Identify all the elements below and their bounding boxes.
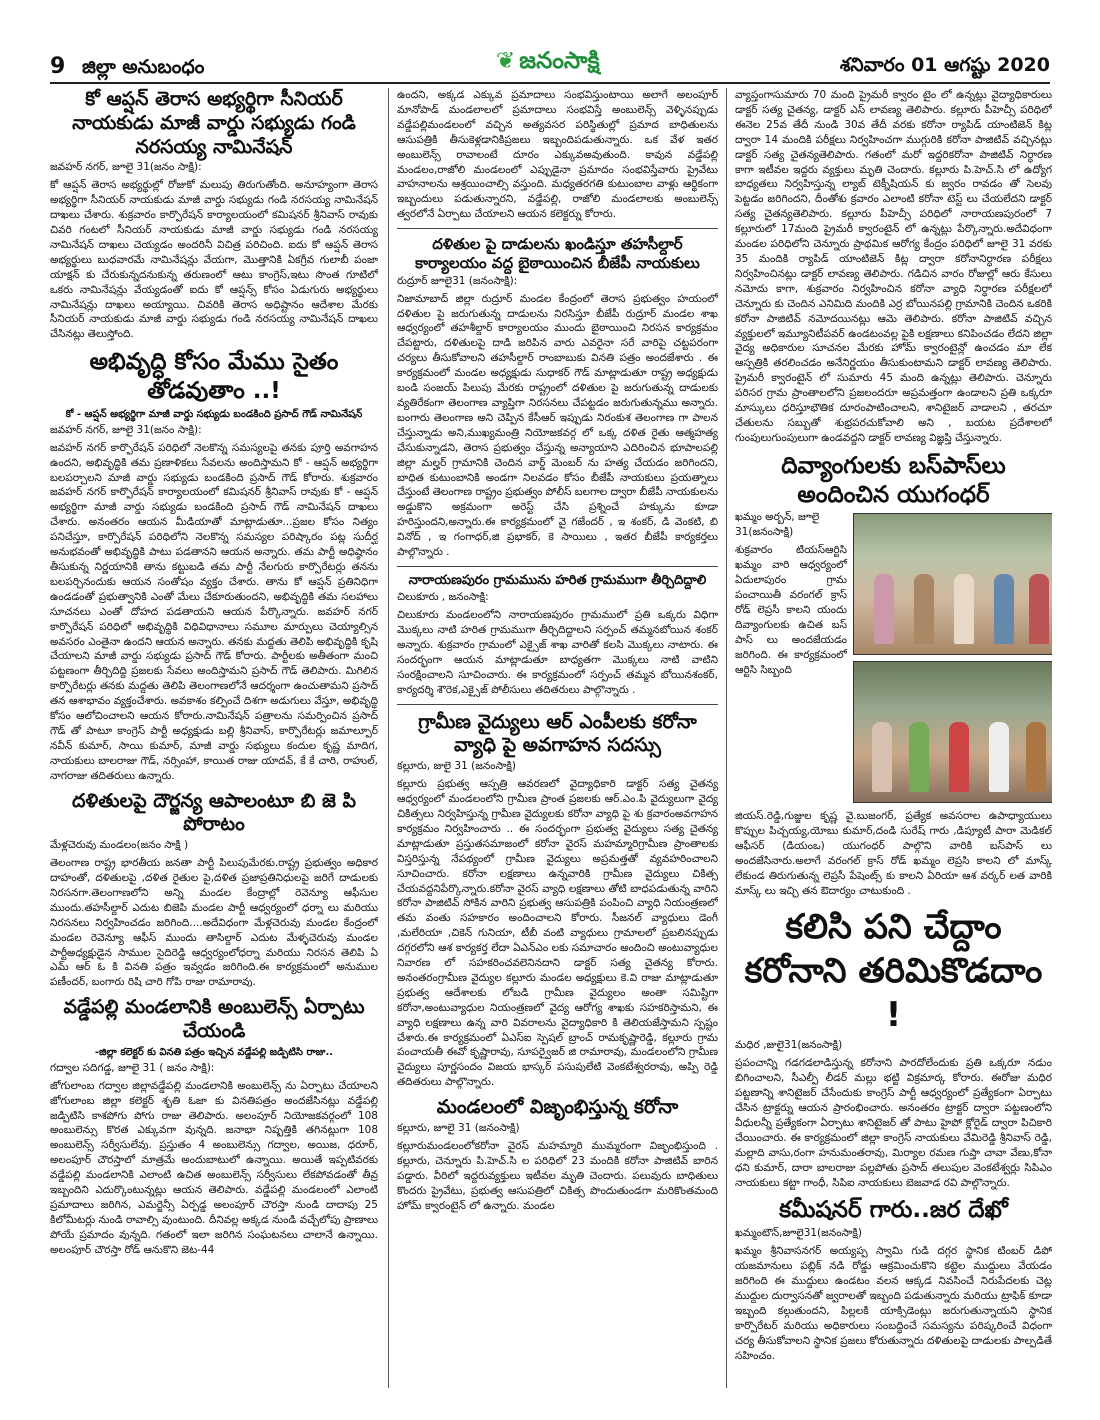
article-body: జియస్.రెడ్డి,గుజ్జుల కృష్ణ వై.బుజంగర్, ప్రత్యేక అవసరాల ఉపాధ్యాయులు కొప్పుల పిచ్చయ్య,యోబు కుమార్,దండి సురేష్ గారు ,డిప్యూటీ పారా మెడికల్ ఆఫీసర్ (డియంఒ) యుగంధర్ పాల్గొని వారికి బస్‌పాస్ లు అందజేసినారు.అలాగే వరంగల్ క్రాస్ రోడ్ ఖమ్మం లెప్రసి కాలని లో మాస్క్ లేకుండ తిరుగుతున్న లెప్రసీ పేషెంట్స్ కు కాలని ఏరియా ఆశ వర్కర్ లత వారికి మాస్క్ లు ఇచ్చి తన ఔదార్యం చాటుకుంది . xyxy=(735,810,1052,897)
section-name: జిల్లా అనుబంధం xyxy=(81,56,205,78)
divider xyxy=(397,704,718,705)
subheadline: కో - ఆప్షన్ అభ్యర్థిగా మాజీ వార్డు సభ్యుడు బండకింది ప్రసాద్ గౌడ్ నామినేషన్ xyxy=(65,408,363,420)
article-bjp-dalit-protest xyxy=(50,790,378,991)
article-buspass xyxy=(735,452,1052,899)
article-corona-spread-continued xyxy=(735,88,1052,446)
article-corona-spread xyxy=(397,1096,718,1213)
article-co-option-gandi xyxy=(50,88,378,342)
dateline: చిలుకూరు , జనంసాక్షి: xyxy=(397,591,489,604)
dateline: రుద్రూర్ జూలై31 (జనంసాక్షి): xyxy=(397,274,518,287)
article-body: వ్యాప్తంగాసుమారు 70 మంది ప్రైమరీ క్వారం టైం లో ఉన్నట్లు వైద్యాధికారులు డాక్టర్ సత్య చైతన్య, డాక్టర్ ఎస్ లావణ్య తెలిపారు. కల్లూరు పీహెచ్సీ పరిధిలో ఈనెల 25వ తేదీ నుండి 30వ తేదీ వరకు కరోనా ర్యాపిడ్ యాంటిజెన్ కిట్ల ద్వారా 14 మందికి పరీక్షలు నిర్వహించగా ముగ్గురికి కరోనా పాజిటివ్ వచ్చినట్లు డాక్టర్ సత్య చైతన్యతెలిపారు. గతంలో మరో ఇద్దరికరోనా పాజిటివ్ నిర్ధారణ కాగా ఇటీవల ఇద్దరు వ్యక్తులు మృతి చెందారు. కల్లూరు పి.హెచ్.సి లో ఉద్యోగ బాధ్యతలు నిర్వహిస్తున్న ల్యాబ్ టెక్నీషియన్ కు జ్వరం రావడం తో సెలవు పెట్టడం జరిగిందని, దీంతోశు క్రవారం ఎలాంటి కరోనా టెస్ట్ లు చేయలేదని డాక్టర్ సత్య చైతన్యతెలిపారు. కల్లూరు పీహెచ్సీ పరిధిలో నారాయణపురంలో 7 కల్లూరులో 17మంది ప్రైమరీ క్వారంటైన్ లో ఉన్నట్లు పేర్కొన్నారు.అదేవిధంగా మండల పరిధిలోని చెన్నూరు ప్రాథమిక ఆరోగ్య కేంద్రం పరిధిలో జూలై 31 వరకు 35 మందికి ర్యాపిడ్ యాంటిజెన్ కిట్ల ద్వారా కరోనానిర్ధారణ పరీక్షలు నిర్వహించినట్లు డాక్టర్ లావణ్య తెలిపారు. గడిచిన వారం రోజుల్లో ఆరు కేసులు నమోదు కాగా, శుక్రవారం నిర్వహించిన కరోనా వ్యాధి నిర్ధారణ పరీక్షలలో చెన్నూరు కు చెందిన ఎనిమిది మందికి ఎర్ర బోయినపల్లి గ్రామానికి చెందిన ఒకరికి కరోనా పాజిటివ్ నమోదయినట్లు ఆమె తెలిపారు. కరోనా పాజిటివ్ వచ్చిన వ్యక్తులలో ఇమ్యూనిటీపవర్ ఉండటంవల్ల పైకి లక్షణాలు కనిపించడం లేదని జిల్లా వైద్య అధికారుల సూచనల మేరకు హోమ్ క్వారంటైన్లో ఉంచడం మా లేక ఆస్పత్రికి తరలించడం అనేనిర్ణయం తీసుకుంటామని డాక్టర్ లావణ్య తెలిపారు. ప్రైమరీ క్వారంటైన్ లో సుమారు 45 మంది ఉన్నట్లు తెలిపారు. చెన్నూరు పరిసర గ్రామ ప్రాంతాలలోని ప్రజలందరూ అప్రమత్తంగా ఉండాలని ప్రతి ఒక్కరూ మాస్కులు ధరిస్తూభౌతిక దూరంపాటించాలని, శానిటైజర్ వాడాలని , తరచూ చేతులను సబ్బుతో శుభ్రపరచుకోవాలి అని , బయట ప్రదేశాలలో గుంపులుగుంపులుగా ఉండవద్దని డాక్టర్ లావణ్య విజ్ఞప్తి చేస్తున్నారు. xyxy=(735,89,1052,444)
article-development-prasad xyxy=(50,348,378,783)
headline: దళితులపై దౌర్జన్య ఆపాలంటూ బి జె పి పోరాటం xyxy=(72,789,356,836)
headline: వడ్డేపల్లి మండలానికి అంబులెన్స్ ఏర్పాటు చేయండి xyxy=(63,996,365,1042)
headline: కో ఆప్షన్ తెరాస అభ్యర్థిగా సీనియర్ నాయకుడు మాజీ వార్డు సభ్యుడు గండి నరసయ్య నామినేషన్ xyxy=(72,88,356,158)
column-right xyxy=(726,88,1052,1388)
dateline: జవహర్ నగర్, జూలై 31(జనం సాక్షి): xyxy=(50,423,202,436)
photo-row xyxy=(735,509,1052,809)
page-number: 9 xyxy=(50,54,66,79)
column-middle xyxy=(388,88,718,1388)
dateline: ఖమ్మంటౌన్,జూలై31(జనంసాక్షి) xyxy=(735,1227,862,1240)
article-lead: శుక్రవారం టియస్ఆర్టిసి ఖమ్మం వారి ఆధ్వర్యంలో ఏదులాపురం గ్రామ పంచాయితీ వరంగల్ క్రాస్ రోడ్ లెప్రసీ కాలని యందు దివ్యాంగులకు ఉచిత బస్ పాస్ లు అందజేయడం జరిగింది. ఈ కార్యక్రమంలో ఆర్టిసి సిబ్బంది xyxy=(735,544,847,676)
headline: కమీషనర్ గారు..జర దేఖో xyxy=(779,1197,1008,1224)
logo-text: జనంసాక్షి xyxy=(519,48,600,74)
newspaper-logo xyxy=(496,48,600,80)
news-photo xyxy=(853,513,1052,655)
dateline: జవహర్ నగర్, జూలై 31(జనం సాక్షి): xyxy=(50,161,202,174)
dateline: మేళ్లచెరువు మండలం(జనం సాక్షి ) xyxy=(50,839,189,852)
issue-date: శనివారం 01 ఆగష్టు 2020 xyxy=(839,54,1050,76)
divider xyxy=(397,566,718,567)
dateline: కల్లూరు, జూలై 31 (జనంసాక్షి) xyxy=(397,1121,520,1134)
divider xyxy=(397,228,718,229)
article-body: తెలంగాణ రాష్ట్ర భారతీయ జనతా పార్టీ పిలుపుమేరకు.రాష్ట్ర ప్రభుత్వం అధికార దాహంతో, దళితులపై ,దళిత రైతుల పై,దళిత ప్రజాప్రతినిధులపై జరిగే దాడులకు నిరసనగా.తెలంగాణలోని అన్ని మండల కేంద్రాల్లో రెవెన్యూ ఆఫీసుల ముందు.తహసీల్దార్ ఎదుట బిజెపి మండల పార్టీ ఆధ్వర్యంలో ధర్నా లు మరియు నిరసనలు నిర్వహించడం జరిగింది....అదేవిధంగా మేళ్లచెరువు మండల కేంద్రంలో మండల రెవెన్యూ ఆఫీస్ ముందు తాసిల్దార్ ఎదుట మేళ్ళచెరువు మండల పార్టీఅధ్యక్షుడైన సాముల సైదిరెడ్డి ఆధ్వర్యంలోధర్నా మరియు నిరసన తెలిపి ఏ ఎమ్ ఆర్ ఓ కి వినతి పత్రం ఇవ్వడం జరిగింది.ఈ కార్యక్రమంలో అనుముల పణీందర్, బంగారు రిషి చారి గోపి రాజు రామారావు. xyxy=(50,857,378,989)
headline: దివ్యాంగులకు బస్‌పాస్‌లు అందించిన యుగంధర్ xyxy=(781,452,1006,508)
article-narayanapuram xyxy=(397,573,718,698)
article-body: జోగులాంబ గద్వాల జిల్లావడ్డేపల్లి మండలానికి అంబులెన్స్ ను ఏర్పాటు చేయాలని జోగులాంబ జిల్లా కలెక్టర్ శృతి ఓజా కు వినతిపత్రం అందజేసినట్లు వడ్డేపల్లి జడ్పిటిసి కాశపోగు పోగు రాజు తెలిపారు. అలంపూర్ నియోజకవర్గంలో 108 అంబులెన్సు కొరత ఎక్కువగా వున్నది. జనాభా నిష్పత్తికి తగినట్లుగా 108 అంబులెన్స్ సర్వీసులేవు. ప్రస్తుతం 4 అంబులెన్సు గద్వాల, అయిజ, ధరూర్, అలంపూర్ చౌరస్తాలో మాత్రమే అందుబాటులో ఉన్నాయి. అయితే ఇప్పటివరకు వడ్డేపల్లి మండలానికి ఎలాంటి ఉచిత అంబులెన్స్ సర్వీసులు లేకపోవడంతో తీవ్ర ఇబ్బందిని ఎదుర్కొంటున్నట్లు ఆయన తెలిపారు. వడ్డేపల్లి మండలంలో ఎలాంటి ప్రమాదాలు జరిగిన, ఎమర్జెన్సీ ఏర్పడ్డ అలంపూర్ చౌరస్తా నుండి దాదాపు 25 కిలోమీటర్లు నుండి రావాల్సి వుంటుంది. దీనివల్ల అక్కడ నుండి వచ్చేలోపు ప్రాణాలు పోయే ప్రమాదం వున్నది. గతంలో ఇలా జరిగిన సంఘటనలు చాలానే ఉన్నాయి. అలంపూర్ చౌరస్తా రోడ్ ఆనుకొని జెట-44 xyxy=(50,1079,378,1256)
dateline: ఖమ్మం అర్బన్, జూలై 31(జనంసాక్షి) xyxy=(735,511,820,539)
subheadline: -జిల్లా కలెక్టర్ కు వినతి పత్రం ఇచ్చిన వడ్డేపల్లి జడ్పిటిసి రాజు.. xyxy=(94,1046,334,1058)
news-photo xyxy=(853,661,1052,803)
dateline: గద్వాల సదిగడ్డ, జూలై 31 ( జనం సాక్షి): xyxy=(50,1061,215,1074)
article-body: కో ఆప్షన్ తెరాస అభ్యర్థుల్లో రోజుకో మలుపు తిరుగుతోంది. అనూహ్యంగా తెరాస అభ్యర్థిగా సీనియర్ నాయకుడు మాజీ వార్డు సభ్యుడు గండి నరసయ్య నామినేషన్ దాఖలు చేశారు. శుక్రవారం కార్పొరేషన్ కార్యాలయంలో కమిషనర్ శ్రీనివాస్ రావుకు చివరి గంటలో సీనియర్ నాయకుడు మాజీ వార్డు సభ్యుడు గండి నరసయ్య నామినేషన్ దాఖలు చెయ్యడం అందరినీ విచిత్ర పరిచింది. ఐదు కో ఆప్షన్ తెరాస అభ్యర్థులు బుధవారమే నామినేషన్లు వేయగా, మొత్తానికి ఏకగ్రీవ గులాబీ పంజా యాక్షన్ కు చేరుకున్నదనుకున్న తరుణంలో ఆటు కాంగ్రెస్,ఇటు సొంత గూటిలో ఒకరు నామినేషన్లు వేయ్యడంతో ఐదు కో ఆప్షన్స్ కోసం ఏడుగురు అభ్యర్థులు నామినేషన్లు దాఖలు అయ్యాయి. చివరికి తెరాస అధిష్టానం ఆదేశాల మేరకు సీనియర్ నాయకుడు మాజీ వార్డు సభ్యుడు గండి నరసయ్య నామినేషన్ దాఖలు చేసినట్లు తెలుస్తోంది. xyxy=(50,179,378,341)
article-body: ఉందని, అక్కడ ఎక్కువ ప్రమాదాలు సంభవిస్తుంటాయి అలాగే అలంపూర్ మానోపాడ్ మండలాలలో ప్రమాదాలు సంభవిస్తే అంబులెన్స్ వెళ్ళినప్పుడు వడ్డేపల్లిమండలంలో వచ్చిన అత్యవసర పరిస్థితుల్లో ప్రమాద బాధితులను ఆసుపత్రికి తీసుకెళ్లడానికిప్రజలు ఇబ్బందిపడుతున్నారు. ఒక వేళ ఇతర అంబులెన్స్ రావాలంటే దూరం ఎక్కువఅవుతుంది. కావున వడ్డేపల్లి మండలం,రాజోలి మండలంలో ఎప్పుడైనా ప్రమాదం సంభవిస్తేవారు ప్రైవేటు వాహనాలను ఆశ్రయించాల్సి వస్తుంది. మధ్యతరగతి కుటుంబాల వాళ్లు ఆర్థికంగా ఇబ్బందులు పడుతున్నారని, వడ్డేపల్లి, రాజోలి మండలాలకు అంబులెన్స్ త్వరలోనే ఏర్పాటు చేయాలని ఆయన కలెక్టర్ను కోరారు. xyxy=(397,89,718,221)
leaf-icon: ❦ xyxy=(496,48,516,74)
article-fight-corona xyxy=(735,905,1052,1191)
article-body: ప్రపంచాన్ని గడగడలాడిస్తున్న కరోనాని పారదోలేందుకు ప్రతి ఒక్కరూ నడుం బిగించాలని, సీఎల్పీ లీడర్ మల్లు భట్టి విక్రమార్క కోరారు. ఈరోజు మధిర పట్టణాన్ని శానిటైజర్ చేసేందుకు కాంగ్రెస్ పార్టీ ఆధ్వర్యంలో ప్రత్యేకంగా ఏర్పాటు చేసిన ట్రాక్టర్ను ఆయన ప్రారంభించారు. అనంతరం ట్రాక్టర్ ద్వారా పట్టణంలోని వీధులన్నీ ప్రత్యేకంగా ఏర్పాటు శానిటైజర్ తో పాటు హైపో క్లోరైడ్ ద్వారా పిచికారి చేయించారు. ఈ కార్యక్రమంలో జిల్లా కాంగ్రెస్ నాయకులు వేమిరెడ్డి శ్రీనివాస్ రెడ్డి, మల్లాది వాసు,రంగా హనుమంతరావు, మిర్యాల రమణ గుప్తా చావా వేణు,కోనా ధని కుమార్, దారా బాలరాజు పల్లపోతు ప్రసాద్ తలుపుల వెంకటేశ్వర్లు సిపిఎం నాయకులు కట్టా గాంధీ, సిపిఐ నాయకులు బెజవాడ రవి పాల్గొన్నారు. xyxy=(735,1057,1052,1189)
headline: కలిసి పని చేద్దాం కరోనాని తరిమికొడదాం ! xyxy=(744,906,1043,1036)
column-left xyxy=(50,88,378,1388)
article-body: ఖమ్మం శ్రీనివాసనగర్ అయ్యప్ప స్వామి గుడి దగ్గర స్థానిక టింబర్ డిపో యజమానులు పబ్లిక్ నడి రోడ్డు ఆక్రమించుకొని కట్టెల ముద్దులు వేయడం జరిగింది ఈ ముద్దులు ఉండటం వలన ఆక్కడ నివసించే నిరుపేదలకు చెట్ల ముద్దుల దుర్వాసనతో జ్వరాలతో ఇబ్బంది పడుతున్నారు మరియు ట్రాఫిక్ కూడా ఇబ్బంది కల్గుతుందని, పిల్లలకి యాక్సిడెంట్లు జరుగుతున్నాయని స్థానిక కార్పొరేటర్ మరియు అధికారులు సంబద్ధించే సమస్యను పరిష్కరించే విధంగా చర్య తీసుకోవాలని స్థానిక ప్రజలు కోరుతున్నారు దళితులపై దాడులకు పాల్పడితే సహించం. xyxy=(735,1245,1052,1362)
article-rudrur-bjp xyxy=(397,235,718,560)
headline: దళితుల పై దాడులను ఖండిస్తూ తహసీల్దార్ కార్యాలయం వద్ద బైఠాయించిన బీజేపీ నాయకులు xyxy=(415,235,700,272)
section-label xyxy=(50,54,204,83)
masthead xyxy=(50,48,1050,84)
article-body: కల్లూరు ప్రభుత్వ ఆస్పత్రి ఆవరణలో వైద్యాధికారి డాక్టర్ సత్య చైతన్య ఆధ్వర్యంలో మండలంలోని గ్రామీణ ప్రాంత ప్రజలకు ఆర్.ఎం.పి వైద్యులుగా వైద్య చికిత్సలు నిర్వహిస్తున్న గ్రామీణ వైద్యులకు కరోనా వ్యాధి పై శు క్రవారంఅవగాహన కార్యక్రమం నిర్వహించారు .. ఈ సందర్భంగా ప్రభుత్వ వైద్యులు సత్య చైతన్య మాట్లాడుతూ ప్రస్తుతసమాజంలో కరోనా వైరస్ మహమ్మారిగ్రామీణ ప్రాంతాలకు విస్తరిస్తున్న నేపథ్యంలో గ్రామీణ వైద్యులు అప్రమత్తతో వ్యవహరించాలని సూచించారు. కరోనా లక్షణాలు ఉన్నవారికి గ్రామీణ వైద్యులు చికిత్స చేయవద్దనిపేర్కొన్నారు.కరోనా వైరస్ వ్యాధి లక్షణాలు తోటి బాధపడుతున్న వారిని కరోనా పాజిటివ్ సోకిన వారిని ప్రభుత్వ ఆసుపత్రికి పంపించి వ్యాధి నియంత్రణలో తమ వంతు సహకారం అందించాలని కోరారు. సీజనల్ వ్యాధులు డెంగీ ,మలేరియా ,చికెన్ గునియా, టీబీ వంటి వ్యాధులు గ్రామాలలో ప్రబలినప్పుడు దగ్గరలోని ఆశ కార్యకర్త లేదా ఏఎన్ఎం లకు సమాచారం అందించి అంటువ్యాధుల నివారణ లో సహకరించవలెనినదాని డాక్టర్ సత్య చైతన్య కోరారు. అనంతరంగ్రామీణ వైద్యుల కల్లూరు మండల అధ్యక్షులు కె.వి రాజు మాట్లాడుతూ ప్రభుత్వ ఆదేశాలకు లోబడి గ్రామీణ వైద్యులం అంతా సమిష్టిగా కరోనా,అంటువ్యాధుల నియంత్రణలో వైద్య ఆరోగ్య శాఖకు సహకరిస్తామని, ఈ వ్యాధి లక్షణాలు ఉన్న వారి వివరాలను వైద్యాధికారి కి తెలియజేస్తామని స్పష్టం చేశారు.ఈ కార్యక్రమంలో ఏఎస్ఐ స్పెషల్ బ్రాంచ్ రామకృష్ణారెడ్డి, కల్లూరు గ్రామ పంచాయతీ ఈవో కృష్ణారావు, సూపర్వైజర్ జి రామారావు, మండలంలోని గ్రామీణ వైద్యులు పూర్ణసందం విజయ భాస్కర్ పసుపులేటి వెంకటేశ్వరరావు, అప్పి రెడ్డి తదితరులు పాల్గొన్నారు. xyxy=(397,778,718,1089)
article-commissioner xyxy=(735,1196,1052,1363)
article-rmp-awareness xyxy=(397,711,718,1091)
article-body: చిలుకూరు మండలంలోని నారాయణపురం గ్రామములో ప్రతి ఒక్కరు విధిగా మొక్కలు నాటి హరిత గ్రామముగా తీర్చిదిద్దాలని సర్పంచ్ తమ్మనబోయిన శంకర్ అన్నారు. శుక్రవారం గ్రామంలో ఎక్సైజ్ శాఖ వారితో కలసి మొక్కలు నాటారు. ఈ సందర్భంగా ఆయన మాట్లాడుతూ బాధ్యతగా మొక్కలు నాటి వాటిని సంరక్షించాలని సూచించారు. ఈ కార్యక్రమంలో సర్పంచ్ తమ్మన బోయినశంకర్, కార్యదర్శి శౌరెక,ఎక్సైజ్ పోలీసులు తదితరులు పాల్గొన్నారు . xyxy=(397,609,718,696)
photo-side-text xyxy=(735,509,847,677)
dateline: కల్లూరు, జులై 31 (జనంసాక్షి) xyxy=(397,760,516,773)
headline: గ్రామీణ వైద్యులు ఆర్ ఎంపీలకు కరోనా వ్యాధి పై అవగాహన సదస్సు xyxy=(418,710,697,757)
article-body: జవహర్ నగర్ కార్పొరేషన్ పరిధిలో నెలకొన్న సమస్యలపై తనకు పూర్తి అవగాహన ఉందని, అభివృద్ధికి తమ ప్రణాళికలు సేవలను అందిస్తామని కో - ఆప్షన్ అభ్యర్థిగా బలపర్చాలని మాజీ వార్డు సభ్యుడు బండకింది ప్రసాద్ గౌడ్ కోరారు. శుక్రవారం జవహర్ నగర్ కార్పొరేషన్ కార్యాలయంలో కమిషనర్ శ్రీనివాస్ రావుకు కో - ఆప్షన్ అభ్యర్థిగా మాజీ వార్డు సభ్యుడు బండకింది ప్రసాద్ గౌడ్ నామినేషన్ దాఖలు చేశారు. అనంతరం ఆయన మీడియాతో మాట్లాడుతూ...ప్రజల కోసం నిత్యం పనిచేస్తూ, కార్పొరేషన్ పరిధిలోని నెలకొన్న సమస్యల పరిష్కారం పట్ల సుదీర్ఘ అనుభవంతో అభివృద్ధికి పాటు పడతానని ఆయన అన్నారు. తమ పార్టీ అధిష్ఠానం తీసుకున్న నిర్ణయానికి తాను కట్టుబడి తమ పార్టీ నేలగురు కార్పొరేటర్లు తనను బలపర్చినందుకు ఆయన సంతోషం వ్యక్తం చేశారు. తాను కో ఆప్షన్ ప్రతినిధిగా ఉండడంతో ప్రభుత్వానికి ఎంతో మేలు చేకూరుతుందని, అభివృద్ధికి తమ సలహాలు సూచనలు ఎంతో దోహద పడతాయని ఆయన పేర్కొన్నారు. జవహర్ నగర్ కార్పొరేషన్ పరిధిలో అభివృద్ధికి విధివిధానాలు సమూల మార్పులు చెయ్యాల్సిన అవసరం ఎంతైనా ఉందని ఆయన అన్నారు. తనకు మద్దతు తెలిపి అభివృద్ధికి కృషి చేయాలని మాజీ వార్డు సభ్యుడు ప్రసాద్ గౌడ్ కోరారు. పార్టీలకు అతీతంగా మంచి పట్టణంగా తీర్చిదిద్ది ప్రజలకు సేవలు అందిస్తామని ప్రసాద్ గౌడ్ తెలిపారు. మిగిలిన కార్పొరేటర్లు తనకు మద్దతు తెలిపి తెలంగాణలోనే ఆదర్శంగా ఉంచుతామని ప్రసాద్ తన ఆశాభావం వ్యక్తంచేశారు. అవకాశం కల్పించే దిశగా అడుగులు వేస్తూ, అభివృద్ధి కోసం ఆలోచించాలని ఆయన కోరారు.నామినేషన్ పత్రాలను సమర్పించిన ప్రసాద్ గౌడ్ తో పాటూ కాంగ్రెస్ పార్టీ అధ్యక్షుడు బల్లి శ్రీనివాస్, కార్పొరేటర్లు జమాల్పూర్ నవీన్ కుమార్, సాయి కుమార్, మాజీ వార్డు సభ్యులు కందుల కృష్ణ మాదిగ, నాయకులు బాలరాజు గౌడ్, నర్సింహా, కాయిత రాజు యాదవ్, కే కే చారి, రాహుల్, నాగరాజు తదితరులు ఉన్నారు. xyxy=(50,441,378,782)
article-ambulance xyxy=(50,996,378,1257)
headline: మండలంలో విజృంభిస్తున్న కరోనా xyxy=(436,1096,679,1119)
dateline: మధిర ,జులై31(జనంసాక్షి) xyxy=(735,1039,843,1052)
article-body: నిజామాబాద్ జిల్లా రుద్రూర్ మండల కేంద్రంలో తెరాస ప్రభుత్వం హయంలో దళితుల పై జరుగుతున్న దాడులను నిరసిస్తూ బీజేపీ రుద్రూర్ మండల శాఖ ఆధ్వర్యంలో తహశీల్దార్ కార్యాలయం ముందు బైఠాయించి నిరసన కార్యక్రమం చేపట్టారు, దళితులపై దాడి జరిపిన వారు ఎవరైనా సరే వారిపై చట్టపరంగా చర్యలు తీసుకోవాలని తహసీల్దార్ రాంబాబుకు వినతి పత్రం అందజేశారు . ఈ కార్యక్రమంలో మండల అధ్యక్షుడు సుధాకర్ గౌడ్ మాట్లాడుతూ రాష్ట్ర అధ్యక్షుడు బండి సంజయ్ పిలుపు మేరకు రాష్ట్రంలో దళితుల పై జరుగుతున్న దాడులకు వ్యతిరేకంగా తెలంగాణ వ్యాప్తిగా నిరసనలు చేపట్టడం జరుగుతున్నము అన్నారు. బంగారు తెలంగాణ అని చెప్పిన కేసీఆర్ ఇప్పుడు నిరంకుశ తెలంగాణ గా పాలన చేస్తున్నాడు అని,ముఖ్యమంత్రి నియోజకవర్గ లో ఒక్క దళిత రైతు ఆత్మహత్య చేసుకున్నాడని, తెరాస ప్రభుత్వం చేస్తున్న అన్యాయాని ఎదిరించిన భూపాలపల్లి జిల్లా మల్హర్ గ్రామానికి చెందిన వార్డ్ మెంబర్ ను హత్య చేయడం జరిగిందని, బాధిత కుటుంబానికి అండగా నిలవడం కోసం బీజేపీ నాయకులు ప్రయత్నాలు చేస్తుంటే తెలంగాణ రాష్ట్రం ప్రభుత్వం పోలీస్ బలగాల ద్వారా బీజేపీ నాయకులను అడ్డుకొని అక్రమంగా అరెస్ట్ చేసి ప్రశ్నించే హక్కును కూడా హరిస్తుందని,అన్నారు.ఈ కార్యక్రమంలో వై గజేందర్ , ఇ శంకర్, డి వెంకటి, బి వినోద్ , ఇ గంగాధర్,జి ప్రభాకర్, కె సాయిలు , ఇతర బీజేపీ కార్యకర్తలు పాల్గొన్నారు . xyxy=(397,292,718,559)
article-body: కల్లూరుమండలంలోకరోనా వైరస్ మహమ్మారి ముమ్మరంగా విజృంభిస్తుంది . కల్లూరు, చెన్నూరు పి.హెచ్.సి ల పరిధిలో 23 మందికి కరోనా పాజిటివ్ బారిన పడ్డారు. వీరిలో ఇద్దరువ్యక్తులు ఇటీవల మృతి చెందారు. పలువురు బాధితులు కొందరు ప్రైవేటు, ప్రభుత్వ ఆసుపత్రిలో చికిత్స పొందుతుండగా మరికొంతమంది హోమ్ క్వారంటైన్ లో ఉన్నారు. మండల xyxy=(397,1139,718,1212)
article-ambulance-continued xyxy=(397,88,718,222)
headline: నారాయణపురం గ్రామమును హరిత గ్రామముగా తీర్చిదిద్దాలి xyxy=(408,572,707,588)
headline: అభివృద్ధి కోసం మేము సైతం తోడవుతాం ..! xyxy=(89,349,339,404)
